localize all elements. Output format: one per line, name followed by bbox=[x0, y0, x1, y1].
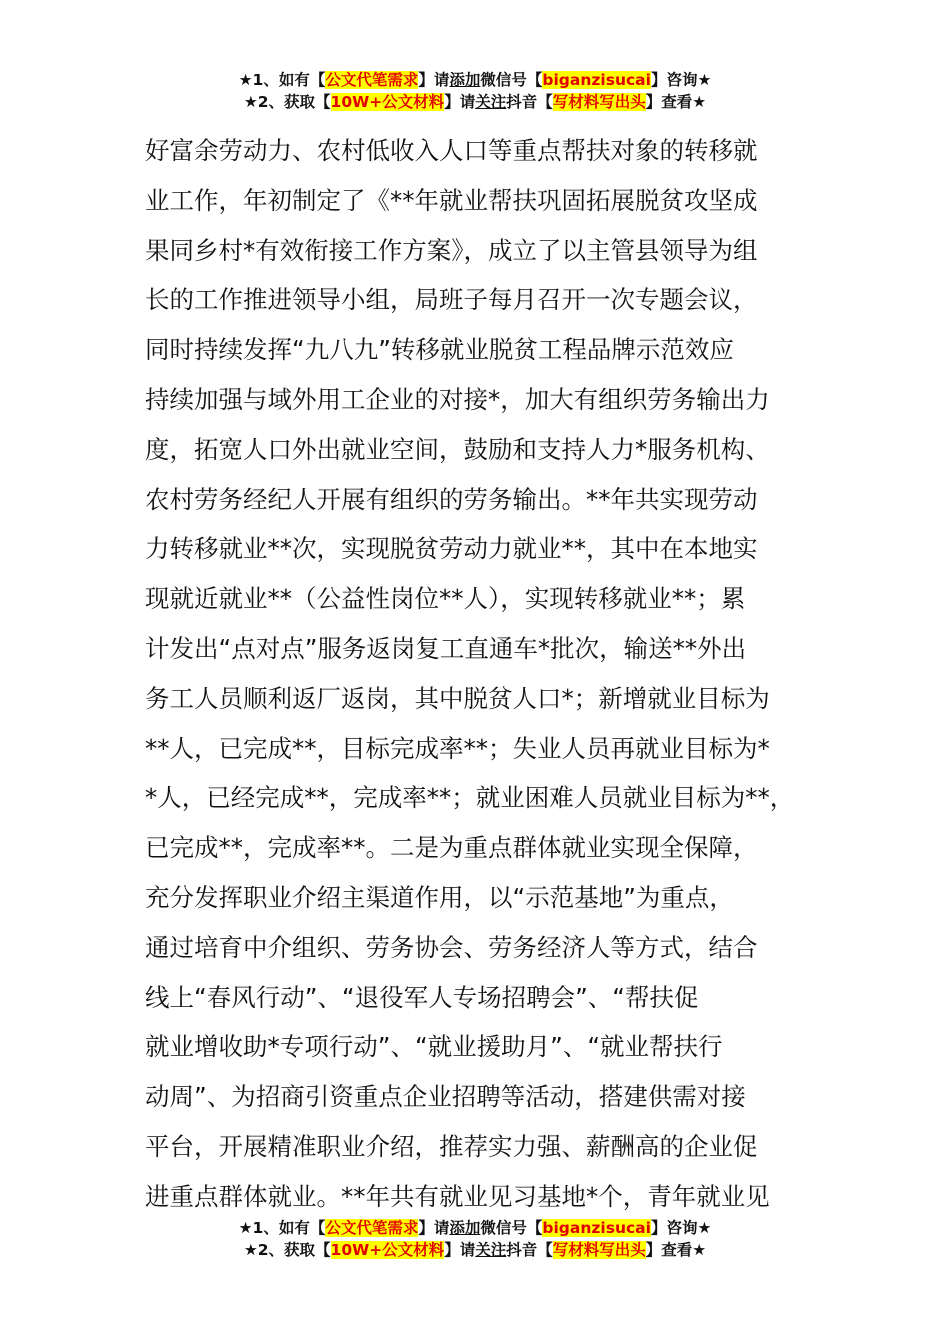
promo-highlight: 公文代笔需求 bbox=[325, 71, 419, 89]
footer-promo-banner bbox=[0, 1217, 950, 1261]
promo-text: 】咨询★ bbox=[650, 71, 712, 89]
body-line: 平台，开展精准职业介绍，推荐实力强、薪酬高的企业促 bbox=[145, 1131, 758, 1161]
promo-underlined: 关注 bbox=[475, 93, 507, 111]
body-line: 已完成**，完成率**。二是为重点群体就业实现全保障， bbox=[145, 833, 758, 863]
body-line: 充分发挥职业介绍主渠道作用，以“示范基地”为重点， bbox=[145, 882, 734, 912]
promo-text: ★1、如有【 bbox=[238, 71, 326, 89]
body-line: 务工人员顺利返厂返岗，其中脱贫人口*；新增就业目标为 bbox=[145, 683, 770, 713]
promo-text: 】查看★ bbox=[645, 93, 707, 111]
promo-text: 微信号【 bbox=[480, 71, 543, 89]
body-line: 动周”、为招商引资重点企业招聘等活动，搭建供需对接 bbox=[145, 1082, 746, 1112]
body-line: 力转移就业**次，实现脱贫劳动力就业**，其中在本地实 bbox=[145, 534, 758, 564]
promo-highlight: 10W+公文材料 bbox=[330, 1241, 445, 1259]
body-line: **人，已完成**，目标完成率**；失业人员再就业目标为* bbox=[145, 733, 770, 763]
promo-text: 】请 bbox=[418, 1219, 450, 1237]
body-line: 现就近就业**（公益性岗位**人），实现转移就业**；累 bbox=[145, 584, 746, 614]
promo-line-1 bbox=[0, 69, 950, 91]
promo-text: ★2、获取【 bbox=[243, 93, 331, 111]
promo-wechat-id: biganzisucai bbox=[542, 71, 651, 89]
promo-text: ★1、如有【 bbox=[238, 1219, 326, 1237]
body-line: 好富余劳动力、农村低收入人口等重点帮扶对象的转移就 bbox=[145, 136, 758, 165]
promo-text: 】请 bbox=[444, 1241, 476, 1259]
promo-text: 微信号【 bbox=[480, 1219, 543, 1237]
promo-text: ★2、获取【 bbox=[243, 1241, 331, 1259]
promo-highlight: 10W+公文材料 bbox=[330, 93, 445, 111]
document-body bbox=[145, 126, 825, 1222]
promo-underlined: 添加 bbox=[449, 1219, 481, 1237]
body-line: 进重点群体就业。**年共有就业见习基地*个，青年就业见 bbox=[145, 1181, 770, 1211]
body-line: *人，已经完成**，完成率**；就业困难人员就业目标为**， bbox=[145, 783, 795, 813]
body-line: 线上“春风行动”、“退役军人专场招聘会”、“帮扶促 bbox=[145, 982, 699, 1012]
promo-underlined: 关注 bbox=[475, 1241, 507, 1259]
body-line: 同时持续发挥“九八九”转移就业脱贫工程品牌示范效应 bbox=[145, 335, 734, 365]
body-line: 持续加强与域外用工企业的对接*，加大有组织劳务输出力 bbox=[145, 384, 770, 414]
promo-wechat-id: biganzisucai bbox=[542, 1219, 651, 1237]
body-line: 果同乡村*有效衔接工作方案》，成立了以主管县领导为组 bbox=[145, 235, 758, 265]
body-line: 业工作，年初制定了《**年就业帮扶巩固拓展脱贫攻坚成 bbox=[145, 185, 758, 215]
header-promo-banner bbox=[0, 69, 950, 113]
promo-douyin-account: 写材料写出头 bbox=[552, 93, 646, 111]
body-line: 计发出“点对点”服务返岗复工直通车*批次，输送**外出 bbox=[145, 633, 747, 663]
promo-text: 】查看★ bbox=[645, 1241, 707, 1259]
promo-highlight: 公文代笔需求 bbox=[325, 1219, 419, 1237]
promo-text: 抖音【 bbox=[506, 93, 553, 111]
promo-text: 】请 bbox=[418, 71, 450, 89]
promo-text: 】请 bbox=[444, 93, 476, 111]
body-line: 通过培育中介组织、劳务协会、劳务经济人等方式，结合 bbox=[145, 932, 758, 962]
promo-line-2 bbox=[0, 91, 950, 113]
promo-underlined: 添加 bbox=[449, 71, 481, 89]
body-line: 就业增收助*专项行动”、“就业援助月”、“就业帮扶行 bbox=[145, 1032, 723, 1062]
body-line: 农村劳务经纪人开展有组织的劳务输出。**年共实现劳动 bbox=[145, 484, 758, 514]
promo-line-2 bbox=[0, 1239, 950, 1261]
body-line: 度，拓宽人口外出就业空间，鼓励和支持人力*服务机构、 bbox=[145, 434, 770, 464]
promo-douyin-account: 写材料写出头 bbox=[552, 1241, 646, 1259]
body-line: 长的工作推进领导小组，局班子每月召开一次专题会议， bbox=[145, 285, 758, 315]
promo-text: 】咨询★ bbox=[650, 1219, 712, 1237]
promo-line-1 bbox=[0, 1217, 950, 1239]
promo-text: 抖音【 bbox=[506, 1241, 553, 1259]
